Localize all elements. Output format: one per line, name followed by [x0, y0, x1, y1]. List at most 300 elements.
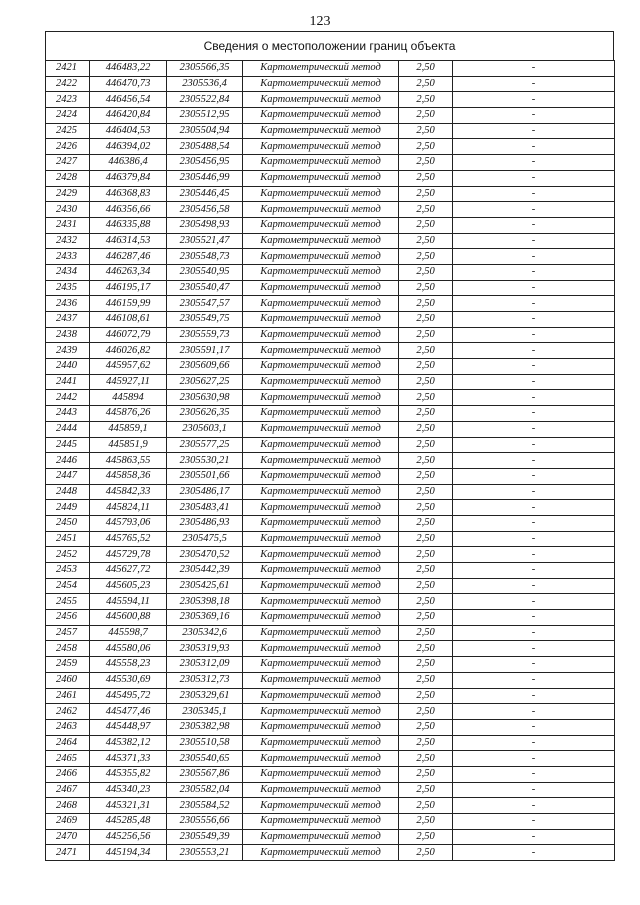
method-cell: Картометрический метод [243, 719, 399, 735]
y-coordinate-cell: 2305591,17 [167, 343, 243, 359]
accuracy-cell: 2,50 [399, 421, 453, 437]
method-cell: Картометрический метод [243, 672, 399, 688]
table-row [46, 296, 615, 312]
y-coordinate-cell: 2305342,6 [167, 625, 243, 641]
x-coordinate-cell: 445957,62 [90, 359, 167, 375]
method-cell: Картометрический метод [243, 515, 399, 531]
method-cell: Картометрический метод [243, 233, 399, 249]
y-coordinate-cell: 2305369,16 [167, 610, 243, 626]
table-row [46, 798, 615, 814]
accuracy-cell: 2,50 [399, 751, 453, 767]
x-coordinate-cell: 445851,9 [90, 437, 167, 453]
method-cell: Картометрический метод [243, 280, 399, 296]
table-row [46, 578, 615, 594]
description-cell: - [453, 578, 615, 594]
description-cell: - [453, 359, 615, 375]
method-cell: Картометрический метод [243, 312, 399, 328]
x-coordinate-cell: 446379,84 [90, 170, 167, 186]
description-cell: - [453, 92, 615, 108]
description-cell: - [453, 170, 615, 186]
x-coordinate-cell: 446368,83 [90, 186, 167, 202]
table-row [46, 814, 615, 830]
method-cell: Картометрический метод [243, 531, 399, 547]
y-coordinate-cell: 2305442,39 [167, 563, 243, 579]
point-number-cell: 2428 [46, 170, 90, 186]
point-number-cell: 2424 [46, 108, 90, 124]
point-number-cell: 2454 [46, 578, 90, 594]
table-row [46, 186, 615, 202]
y-coordinate-cell: 2305488,54 [167, 139, 243, 155]
table-row [46, 453, 615, 469]
x-coordinate-cell: 446026,82 [90, 343, 167, 359]
accuracy-cell: 2,50 [399, 249, 453, 265]
table-row [46, 688, 615, 704]
point-number-cell: 2430 [46, 202, 90, 218]
accuracy-cell: 2,50 [399, 92, 453, 108]
point-number-cell: 2461 [46, 688, 90, 704]
table-row [46, 610, 615, 626]
x-coordinate-cell: 446356,66 [90, 202, 167, 218]
description-cell: - [453, 453, 615, 469]
x-coordinate-cell: 445448,97 [90, 719, 167, 735]
y-coordinate-cell: 2305566,35 [167, 61, 243, 77]
method-cell: Картометрический метод [243, 296, 399, 312]
point-number-cell: 2459 [46, 657, 90, 673]
accuracy-cell: 2,50 [399, 312, 453, 328]
table-row [46, 155, 615, 171]
y-coordinate-cell: 2305603,1 [167, 421, 243, 437]
x-coordinate-cell: 445894 [90, 390, 167, 406]
table-row [46, 170, 615, 186]
y-coordinate-cell: 2305329,61 [167, 688, 243, 704]
x-coordinate-cell: 445558,23 [90, 657, 167, 673]
description-cell: - [453, 657, 615, 673]
description-cell: - [453, 515, 615, 531]
method-cell: Картометрический метод [243, 437, 399, 453]
method-cell: Картометрический метод [243, 390, 399, 406]
description-cell: - [453, 233, 615, 249]
point-number-cell: 2434 [46, 264, 90, 280]
point-number-cell: 2431 [46, 217, 90, 233]
x-coordinate-cell: 445594,11 [90, 594, 167, 610]
point-number-cell: 2468 [46, 798, 90, 814]
accuracy-cell: 2,50 [399, 641, 453, 657]
description-cell: - [453, 688, 615, 704]
y-coordinate-cell: 2305556,66 [167, 814, 243, 830]
method-cell: Картометрический метод [243, 421, 399, 437]
accuracy-cell: 2,50 [399, 359, 453, 375]
point-number-cell: 2460 [46, 672, 90, 688]
table-row [46, 672, 615, 688]
y-coordinate-cell: 2305567,86 [167, 766, 243, 782]
y-coordinate-cell: 2305446,99 [167, 170, 243, 186]
x-coordinate-cell: 445321,31 [90, 798, 167, 814]
method-cell: Картометрический метод [243, 249, 399, 265]
point-number-cell: 2458 [46, 641, 90, 657]
accuracy-cell: 2,50 [399, 123, 453, 139]
method-cell: Картометрический метод [243, 688, 399, 704]
description-cell: - [453, 484, 615, 500]
method-cell: Картометрический метод [243, 453, 399, 469]
method-cell: Картометрический метод [243, 547, 399, 563]
method-cell: Картометрический метод [243, 829, 399, 845]
accuracy-cell: 2,50 [399, 233, 453, 249]
table-row [46, 233, 615, 249]
accuracy-cell: 2,50 [399, 704, 453, 720]
y-coordinate-cell: 2305530,21 [167, 453, 243, 469]
accuracy-cell: 2,50 [399, 531, 453, 547]
accuracy-cell: 2,50 [399, 437, 453, 453]
method-cell: Картометрический метод [243, 202, 399, 218]
accuracy-cell: 2,50 [399, 327, 453, 343]
x-coordinate-cell: 446470,73 [90, 76, 167, 92]
table-row [46, 766, 615, 782]
description-cell: - [453, 751, 615, 767]
table-row [46, 406, 615, 422]
point-number-cell: 2427 [46, 155, 90, 171]
x-coordinate-cell: 445765,52 [90, 531, 167, 547]
y-coordinate-cell: 2305547,57 [167, 296, 243, 312]
x-coordinate-cell: 445285,48 [90, 814, 167, 830]
description-cell: - [453, 672, 615, 688]
point-number-cell: 2435 [46, 280, 90, 296]
method-cell: Картометрический метод [243, 374, 399, 390]
accuracy-cell: 2,50 [399, 625, 453, 641]
description-cell: - [453, 829, 615, 845]
accuracy-cell: 2,50 [399, 343, 453, 359]
table-row [46, 657, 615, 673]
table-row [46, 845, 615, 861]
y-coordinate-cell: 2305584,52 [167, 798, 243, 814]
point-number-cell: 2444 [46, 421, 90, 437]
table-row [46, 217, 615, 233]
x-coordinate-cell: 446404,53 [90, 123, 167, 139]
table-row [46, 547, 615, 563]
x-coordinate-cell: 445605,23 [90, 578, 167, 594]
y-coordinate-cell: 2305319,93 [167, 641, 243, 657]
coordinates-table [45, 60, 615, 861]
table-row [46, 484, 615, 500]
description-cell: - [453, 814, 615, 830]
table-row [46, 202, 615, 218]
table-row [46, 280, 615, 296]
y-coordinate-cell: 2305536,4 [167, 76, 243, 92]
method-cell: Картометрический метод [243, 61, 399, 77]
y-coordinate-cell: 2305522,84 [167, 92, 243, 108]
table-row [46, 468, 615, 484]
y-coordinate-cell: 2305540,65 [167, 751, 243, 767]
table-row [46, 312, 615, 328]
description-cell: - [453, 641, 615, 657]
point-number-cell: 2455 [46, 594, 90, 610]
accuracy-cell: 2,50 [399, 515, 453, 531]
table-row [46, 421, 615, 437]
y-coordinate-cell: 2305486,93 [167, 515, 243, 531]
x-coordinate-cell: 445530,69 [90, 672, 167, 688]
table-row [46, 139, 615, 155]
description-cell: - [453, 563, 615, 579]
point-number-cell: 2471 [46, 845, 90, 861]
description-cell: - [453, 312, 615, 328]
y-coordinate-cell: 2305548,73 [167, 249, 243, 265]
description-cell: - [453, 123, 615, 139]
x-coordinate-cell: 446195,17 [90, 280, 167, 296]
description-cell: - [453, 76, 615, 92]
accuracy-cell: 2,50 [399, 484, 453, 500]
description-cell: - [453, 421, 615, 437]
accuracy-cell: 2,50 [399, 719, 453, 735]
point-number-cell: 2453 [46, 563, 90, 579]
y-coordinate-cell: 2305470,52 [167, 547, 243, 563]
y-coordinate-cell: 2305475,5 [167, 531, 243, 547]
accuracy-cell: 2,50 [399, 202, 453, 218]
method-cell: Картометрический метод [243, 343, 399, 359]
y-coordinate-cell: 2305540,47 [167, 280, 243, 296]
description-cell: - [453, 437, 615, 453]
description-cell: - [453, 61, 615, 77]
y-coordinate-cell: 2305627,25 [167, 374, 243, 390]
accuracy-cell: 2,50 [399, 186, 453, 202]
accuracy-cell: 2,50 [399, 563, 453, 579]
method-cell: Картометрический метод [243, 139, 399, 155]
description-cell: - [453, 186, 615, 202]
x-coordinate-cell: 445842,33 [90, 484, 167, 500]
method-cell: Картометрический метод [243, 625, 399, 641]
point-number-cell: 2440 [46, 359, 90, 375]
y-coordinate-cell: 2305549,75 [167, 312, 243, 328]
description-cell: - [453, 406, 615, 422]
accuracy-cell: 2,50 [399, 76, 453, 92]
table-row [46, 515, 615, 531]
x-coordinate-cell: 445194,34 [90, 845, 167, 861]
accuracy-cell: 2,50 [399, 845, 453, 861]
y-coordinate-cell: 2305512,95 [167, 108, 243, 124]
point-number-cell: 2464 [46, 735, 90, 751]
point-number-cell: 2448 [46, 484, 90, 500]
method-cell: Картометрический метод [243, 406, 399, 422]
point-number-cell: 2445 [46, 437, 90, 453]
method-cell: Картометрический метод [243, 751, 399, 767]
point-number-cell: 2469 [46, 814, 90, 830]
method-cell: Картометрический метод [243, 563, 399, 579]
table-row [46, 123, 615, 139]
method-cell: Картометрический метод [243, 359, 399, 375]
accuracy-cell: 2,50 [399, 610, 453, 626]
y-coordinate-cell: 2305609,66 [167, 359, 243, 375]
method-cell: Картометрический метод [243, 484, 399, 500]
x-coordinate-cell: 445477,46 [90, 704, 167, 720]
accuracy-cell: 2,50 [399, 170, 453, 186]
accuracy-cell: 2,50 [399, 264, 453, 280]
table-row [46, 500, 615, 516]
method-cell: Картометрический метод [243, 845, 399, 861]
method-cell: Картометрический метод [243, 108, 399, 124]
y-coordinate-cell: 2305345,1 [167, 704, 243, 720]
y-coordinate-cell: 2305510,58 [167, 735, 243, 751]
x-coordinate-cell: 446108,61 [90, 312, 167, 328]
x-coordinate-cell: 446335,88 [90, 217, 167, 233]
x-coordinate-cell: 445256,56 [90, 829, 167, 845]
method-cell: Картометрический метод [243, 76, 399, 92]
x-coordinate-cell: 445858,36 [90, 468, 167, 484]
x-coordinate-cell: 446456,54 [90, 92, 167, 108]
point-number-cell: 2432 [46, 233, 90, 249]
method-cell: Картометрический метод [243, 798, 399, 814]
y-coordinate-cell: 2305626,35 [167, 406, 243, 422]
description-cell: - [453, 155, 615, 171]
x-coordinate-cell: 445793,06 [90, 515, 167, 531]
point-number-cell: 2429 [46, 186, 90, 202]
description-cell: - [453, 782, 615, 798]
table-title: Сведения о местоположении границ объекта [45, 31, 614, 60]
point-number-cell: 2443 [46, 406, 90, 422]
point-number-cell: 2436 [46, 296, 90, 312]
point-number-cell: 2463 [46, 719, 90, 735]
description-cell: - [453, 296, 615, 312]
table-row [46, 437, 615, 453]
description-cell: - [453, 390, 615, 406]
method-cell: Картометрический метод [243, 704, 399, 720]
y-coordinate-cell: 2305577,25 [167, 437, 243, 453]
table-row [46, 343, 615, 359]
method-cell: Картометрический метод [243, 594, 399, 610]
method-cell: Картометрический метод [243, 735, 399, 751]
x-coordinate-cell: 445824,11 [90, 500, 167, 516]
table-row [46, 61, 615, 77]
accuracy-cell: 2,50 [399, 657, 453, 673]
coordinates-table-body [46, 61, 615, 861]
accuracy-cell: 2,50 [399, 453, 453, 469]
y-coordinate-cell: 2305425,61 [167, 578, 243, 594]
point-number-cell: 2433 [46, 249, 90, 265]
table-row [46, 641, 615, 657]
point-number-cell: 2439 [46, 343, 90, 359]
x-coordinate-cell: 445598,7 [90, 625, 167, 641]
description-cell: - [453, 594, 615, 610]
accuracy-cell: 2,50 [399, 468, 453, 484]
accuracy-cell: 2,50 [399, 594, 453, 610]
description-cell: - [453, 719, 615, 735]
table-row [46, 531, 615, 547]
y-coordinate-cell: 2305312,09 [167, 657, 243, 673]
y-coordinate-cell: 2305504,94 [167, 123, 243, 139]
description-cell: - [453, 139, 615, 155]
y-coordinate-cell: 2305312,73 [167, 672, 243, 688]
page-number: 123 [309, 14, 331, 29]
method-cell: Картометрический метод [243, 578, 399, 594]
description-cell: - [453, 374, 615, 390]
description-cell: - [453, 343, 615, 359]
method-cell: Картометрический метод [243, 92, 399, 108]
accuracy-cell: 2,50 [399, 280, 453, 296]
table-row [46, 735, 615, 751]
method-cell: Картометрический метод [243, 327, 399, 343]
table-row [46, 751, 615, 767]
x-coordinate-cell: 446386,4 [90, 155, 167, 171]
description-cell: - [453, 217, 615, 233]
y-coordinate-cell: 2305446,45 [167, 186, 243, 202]
description-cell: - [453, 500, 615, 516]
accuracy-cell: 2,50 [399, 374, 453, 390]
x-coordinate-cell: 446420,84 [90, 108, 167, 124]
point-number-cell: 2421 [46, 61, 90, 77]
x-coordinate-cell: 445729,78 [90, 547, 167, 563]
point-number-cell: 2423 [46, 92, 90, 108]
x-coordinate-cell: 445580,06 [90, 641, 167, 657]
table-row [46, 264, 615, 280]
description-cell: - [453, 610, 615, 626]
table-row [46, 704, 615, 720]
accuracy-cell: 2,50 [399, 766, 453, 782]
y-coordinate-cell: 2305456,58 [167, 202, 243, 218]
x-coordinate-cell: 445495,72 [90, 688, 167, 704]
y-coordinate-cell: 2305630,98 [167, 390, 243, 406]
x-coordinate-cell: 446314,53 [90, 233, 167, 249]
description-cell: - [453, 202, 615, 218]
method-cell: Картометрический метод [243, 186, 399, 202]
accuracy-cell: 2,50 [399, 155, 453, 171]
x-coordinate-cell: 445355,82 [90, 766, 167, 782]
accuracy-cell: 2,50 [399, 139, 453, 155]
accuracy-cell: 2,50 [399, 547, 453, 563]
x-coordinate-cell: 446263,34 [90, 264, 167, 280]
x-coordinate-cell: 445876,26 [90, 406, 167, 422]
x-coordinate-cell: 445859,1 [90, 421, 167, 437]
point-number-cell: 2438 [46, 327, 90, 343]
table-row [46, 108, 615, 124]
point-number-cell: 2451 [46, 531, 90, 547]
table-row [46, 390, 615, 406]
y-coordinate-cell: 2305549,39 [167, 829, 243, 845]
point-number-cell: 2465 [46, 751, 90, 767]
accuracy-cell: 2,50 [399, 406, 453, 422]
point-number-cell: 2425 [46, 123, 90, 139]
table-row [46, 359, 615, 375]
accuracy-cell: 2,50 [399, 782, 453, 798]
method-cell: Картометрический метод [243, 155, 399, 171]
method-cell: Картометрический метод [243, 170, 399, 186]
point-number-cell: 2467 [46, 782, 90, 798]
x-coordinate-cell: 445863,55 [90, 453, 167, 469]
method-cell: Картометрический метод [243, 657, 399, 673]
method-cell: Картометрический метод [243, 123, 399, 139]
method-cell: Картометрический метод [243, 641, 399, 657]
method-cell: Картометрический метод [243, 782, 399, 798]
description-cell: - [453, 531, 615, 547]
accuracy-cell: 2,50 [399, 672, 453, 688]
y-coordinate-cell: 2305540,95 [167, 264, 243, 280]
y-coordinate-cell: 2305483,41 [167, 500, 243, 516]
x-coordinate-cell: 445600,88 [90, 610, 167, 626]
description-cell: - [453, 468, 615, 484]
point-number-cell: 2447 [46, 468, 90, 484]
accuracy-cell: 2,50 [399, 688, 453, 704]
y-coordinate-cell: 2305382,98 [167, 719, 243, 735]
point-number-cell: 2462 [46, 704, 90, 720]
description-cell: - [453, 766, 615, 782]
point-number-cell: 2457 [46, 625, 90, 641]
method-cell: Картометрический метод [243, 264, 399, 280]
accuracy-cell: 2,50 [399, 500, 453, 516]
description-cell: - [453, 845, 615, 861]
x-coordinate-cell: 445627,72 [90, 563, 167, 579]
method-cell: Картометрический метод [243, 610, 399, 626]
description-cell: - [453, 735, 615, 751]
x-coordinate-cell: 446287,46 [90, 249, 167, 265]
description-cell: - [453, 547, 615, 563]
y-coordinate-cell: 2305398,18 [167, 594, 243, 610]
x-coordinate-cell: 446159,99 [90, 296, 167, 312]
